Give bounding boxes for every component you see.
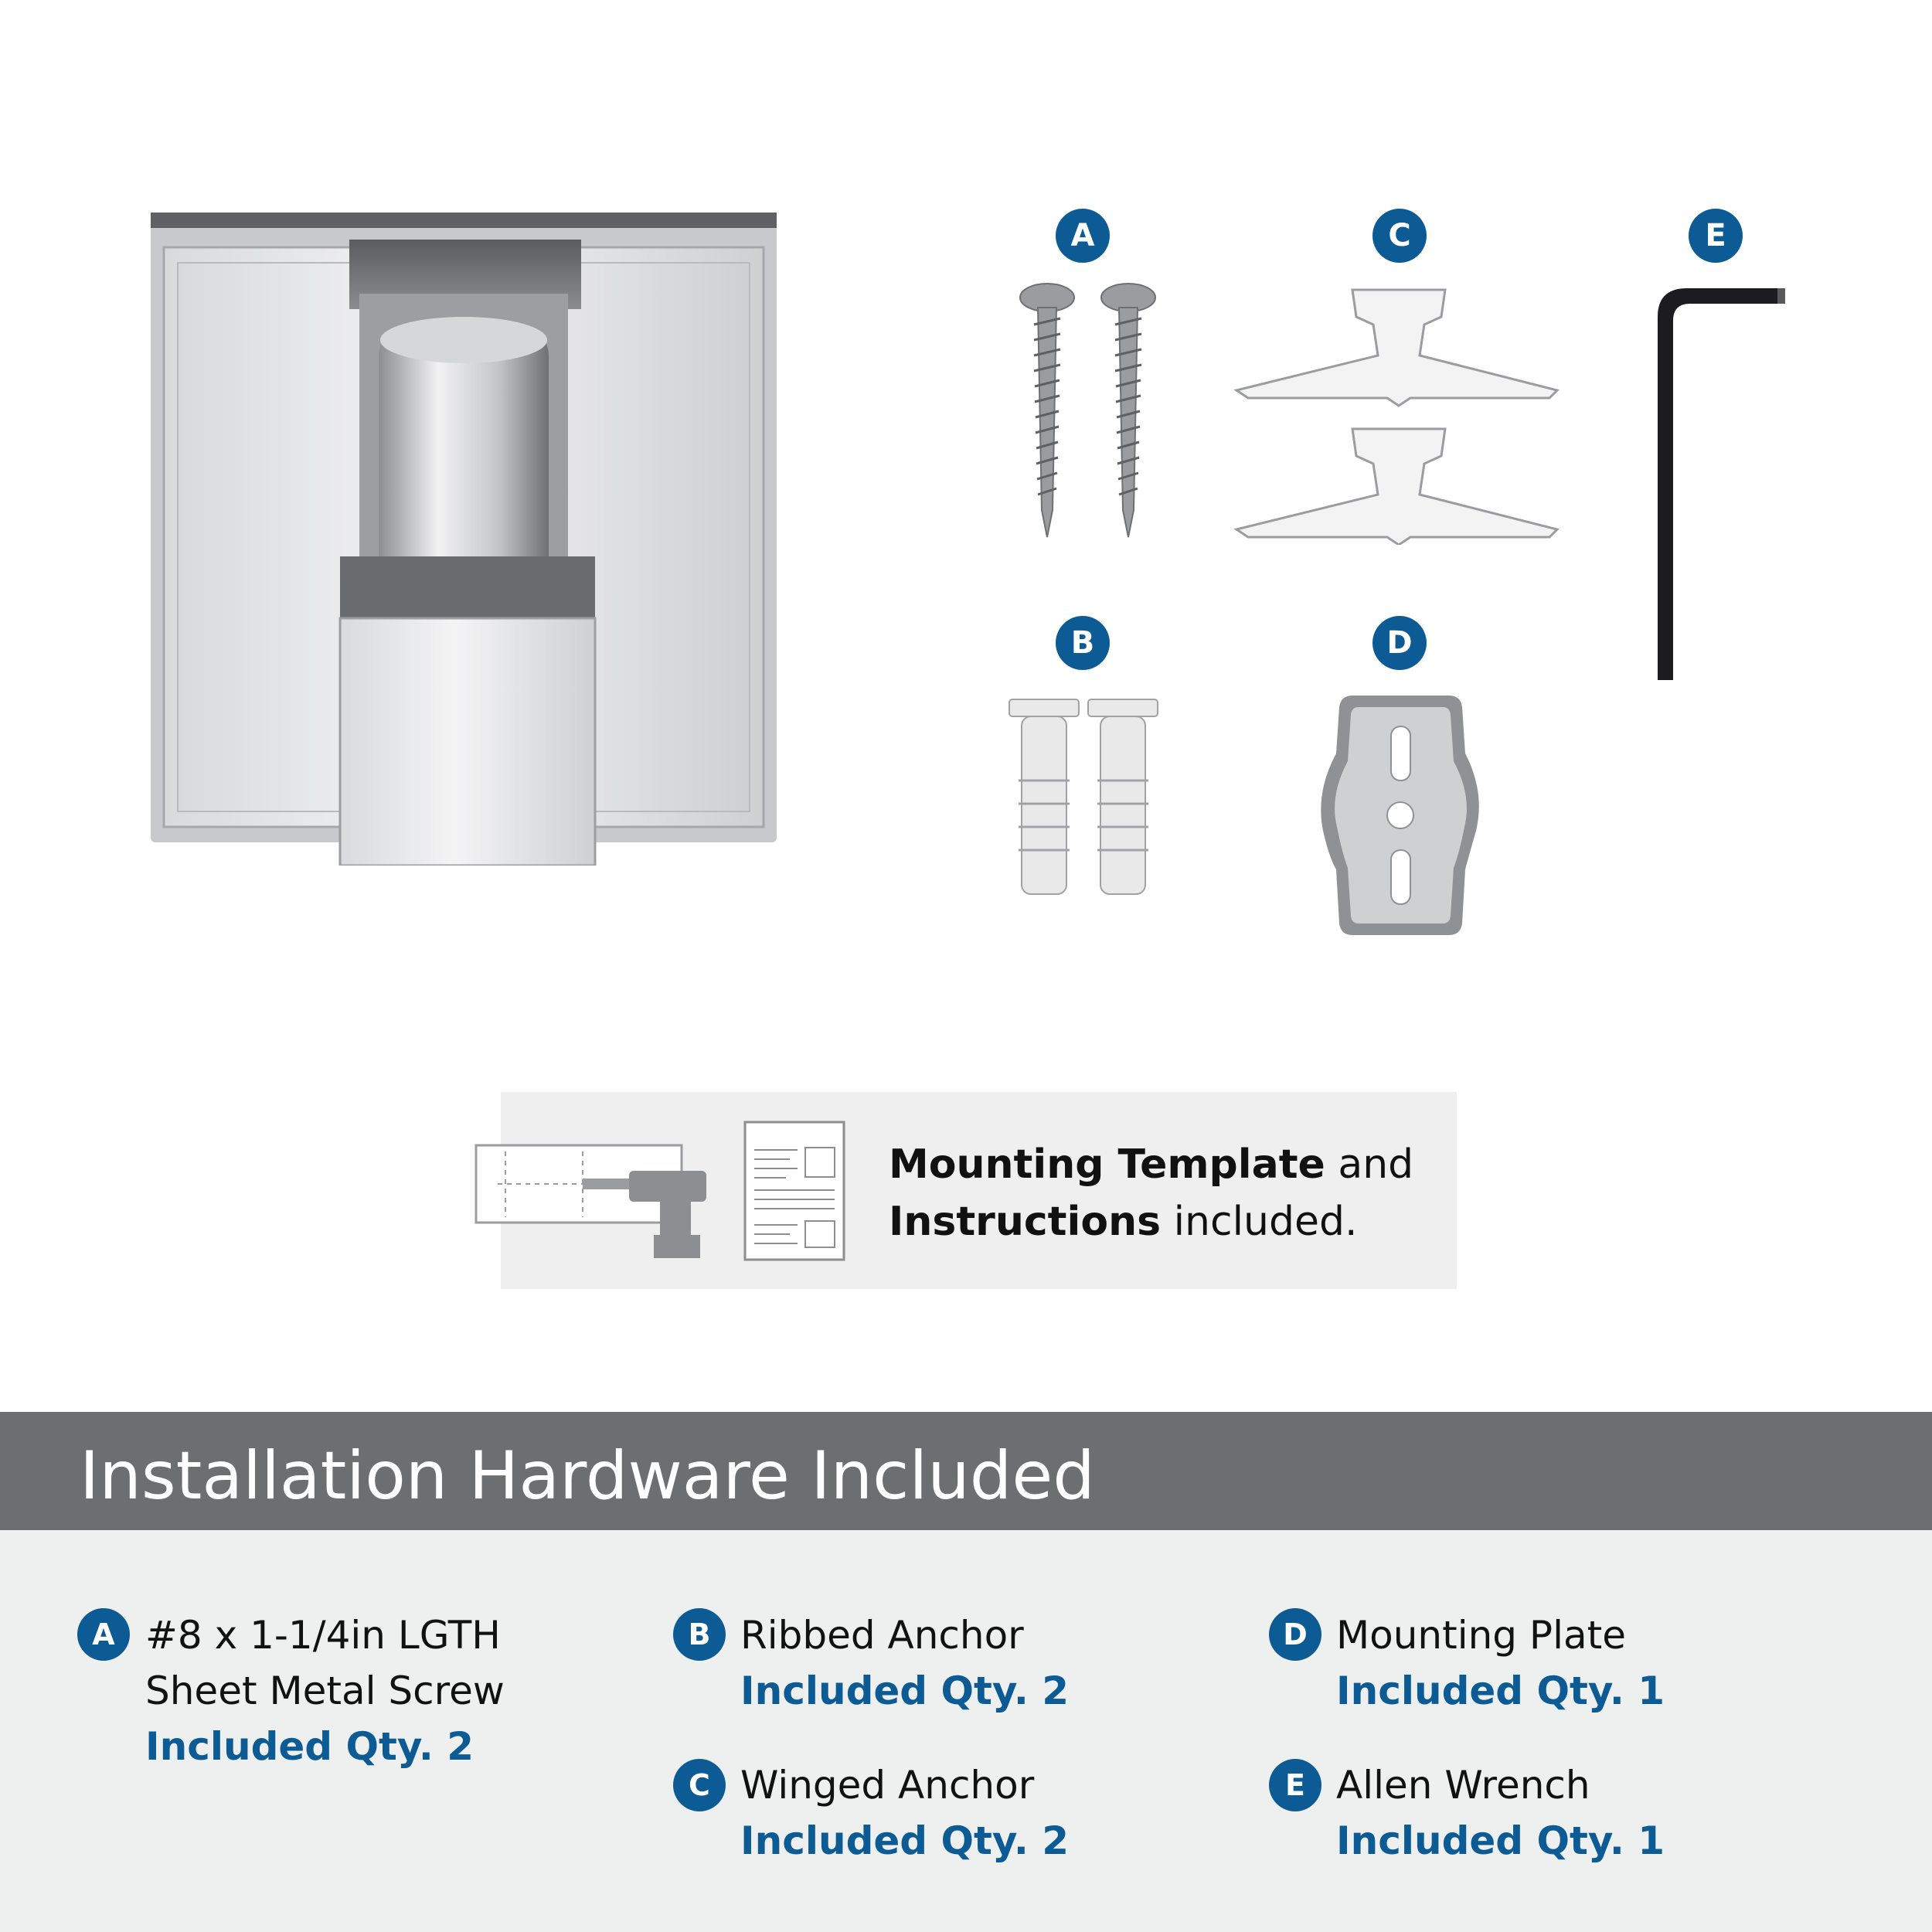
ribbed-anchor-icon [1005,696,1198,896]
legend-item-qty: Included Qty. 2 [740,1668,1070,1713]
legend-badge-b: B [673,1608,726,1661]
template-note [889,1136,1413,1250]
legend-item-label: Allen Wrench [1336,1763,1590,1808]
legend-item-screw [145,1607,505,1774]
legend-item-qty: Included Qty. 2 [740,1818,1070,1863]
winged-anchor-icon [1233,282,1565,545]
legend-badge-e: E [1269,1759,1321,1811]
legend-item-mounting-plate [1336,1607,1665,1719]
template-note-text-1: and [1325,1141,1414,1188]
legend-item-label: Ribbed Anchor [740,1613,1024,1658]
drill-icon [474,1144,714,1260]
legend-badge-a: A [77,1608,130,1661]
template-note-bold-1: Mounting Template [889,1141,1325,1188]
template-note-bold-2: Instructions [889,1199,1162,1245]
template-note-text-2: included. [1161,1199,1358,1245]
legend-item-label: #8 x 1-1/4in LGTH [145,1613,501,1658]
instructions-document-icon [743,1121,845,1261]
badge-a: A [1056,209,1110,263]
legend-badge-d: D [1269,1608,1321,1661]
legend-item-allen-wrench [1336,1757,1665,1869]
legend-item-ribbed-anchor [740,1607,1069,1719]
legend-item-winged-anchor [740,1757,1069,1869]
page-title: Installation Hardware Included [80,1437,1095,1515]
legend-item-label: Mounting Plate [1336,1613,1626,1658]
mounting-plate-icon [1314,692,1488,939]
legend-item-label-2: Sheet Metal Screw [145,1668,505,1713]
legend-item-qty: Included Qty. 2 [145,1724,474,1769]
legend-item-label: Winged Anchor [740,1763,1035,1808]
screw-icon [1012,278,1167,541]
badge-e: E [1689,209,1743,263]
badge-c: C [1372,209,1427,263]
legend-item-qty: Included Qty. 1 [1336,1818,1665,1863]
legend-badge-c: C [673,1759,726,1811]
hook-product-image [147,209,781,866]
legend-item-qty: Included Qty. 1 [1336,1668,1665,1713]
badge-b: B [1056,616,1110,670]
allen-wrench-icon [1642,282,1789,684]
badge-d: D [1372,616,1427,670]
